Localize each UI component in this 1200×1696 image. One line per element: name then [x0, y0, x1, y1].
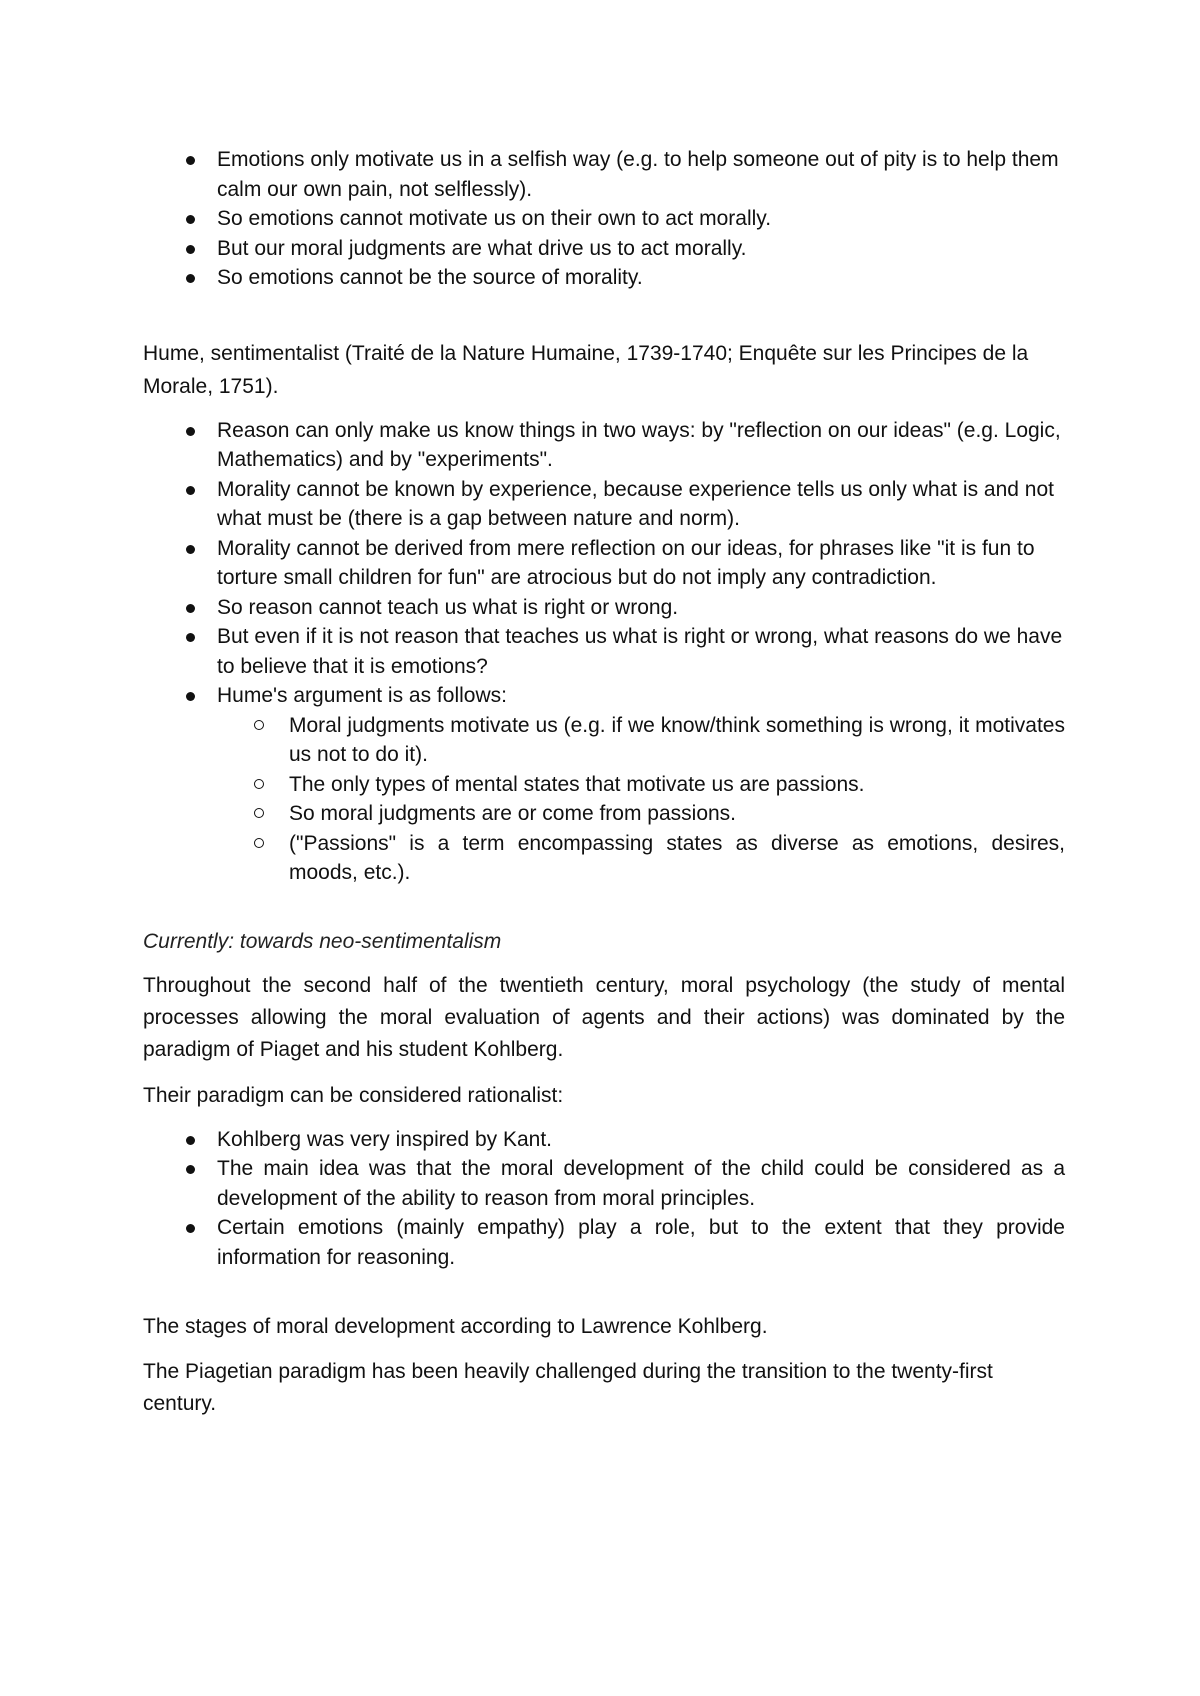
bullet-icon — [186, 604, 195, 613]
list-item — [143, 1154, 1065, 1213]
paragraph-rationalist: Their paradigm can be considered rationalist: — [143, 1083, 564, 1107]
sub-list-item — [143, 829, 1065, 888]
list-item — [143, 681, 1065, 711]
hollow-bullet-icon — [254, 720, 264, 730]
kohlberg-bullet-list — [143, 1125, 1065, 1273]
hollow-bullet-icon — [254, 838, 264, 848]
bullet-icon — [186, 1136, 195, 1145]
paragraph-stages: The stages of moral development according to Lawrence Kohlberg. — [143, 1315, 768, 1338]
list-item — [143, 593, 1065, 623]
bullet-icon — [186, 486, 195, 495]
hume-argument-sublist — [143, 711, 1065, 888]
sub-list-item-text: ("Passions" is a term encompassing states as diverse as emotions, desires, moods, etc.). — [289, 831, 1065, 884]
list-item — [143, 263, 1065, 293]
hume-heading: Hume, sentimentalist (Traité de la Nature Humaine, 1739-1740; Enquête sur les Principes de la Morale, 1751). — [143, 341, 1029, 398]
list-item — [143, 534, 1065, 593]
paragraph-throughout: Throughout the second half of the twentieth century, moral psychology (the study of mental processes allowing the moral evaluation of agents and their actions) was dominated by the paradigm of Piaget and his student Kohlberg. — [143, 973, 1065, 1061]
hollow-bullet-icon — [254, 779, 264, 789]
list-item-text: So emotions cannot motivate us on their own to act morally. — [217, 207, 772, 230]
list-item-text: So reason cannot teach us what is right or wrong. — [217, 595, 679, 619]
list-item-text: Hume's argument is as follows: — [217, 684, 507, 707]
list-item — [143, 622, 1065, 681]
hollow-bullet-icon — [254, 808, 264, 818]
sub-list-item-text: Moral judgments motivate us (e.g. if we know/think something is wrong, it motivates us not to do it). — [289, 713, 1065, 766]
hume-bullet-list — [143, 416, 1065, 711]
document-body — [143, 145, 1065, 1420]
section-heading-currently: Currently: towards neo-sentimentalism — [143, 929, 502, 953]
list-item — [143, 1213, 1065, 1272]
list-item — [143, 204, 1065, 234]
sub-list-item — [143, 711, 1065, 770]
list-item-text: But our moral judgments are what drive us to act morally. — [217, 236, 747, 260]
list-item-text: The main idea was that the moral development of the child could be considered as a development of the ability to reason from moral principles. — [217, 1157, 1065, 1210]
list-item — [143, 475, 1065, 534]
bullet-icon — [186, 427, 195, 436]
intro-bullet-list — [143, 145, 1065, 293]
bullet-icon — [186, 274, 195, 283]
sub-list-item-text: So moral judgments are or come from passions. — [289, 802, 737, 825]
sub-list-item — [143, 770, 1065, 800]
paragraph-piagetian: The Piagetian paradigm has been heavily challenged during the transition to the twenty-first century. — [143, 1360, 993, 1415]
list-item — [143, 1125, 1065, 1155]
bullet-icon — [186, 1165, 195, 1174]
list-item-text: Kohlberg was very inspired by Kant. — [217, 1127, 553, 1151]
bullet-icon — [186, 692, 195, 701]
list-item-text: Morality cannot be known by experience, because experience tells us only what is and not what must be (there is a gap between nature and norm). — [217, 477, 1054, 530]
list-item-text: Morality cannot be derived from mere reflection on our ideas, for phrases like "it is fun to torture small children for fun" are atrocious but do not imply any contradiction. — [217, 536, 1035, 589]
bullet-icon — [186, 215, 195, 224]
list-item — [143, 234, 1065, 264]
bullet-icon — [186, 633, 195, 642]
list-item-text: Reason can only make us know things in two ways: by "reflection on our ideas" (e.g. Logic, Mathematics) and by "experiments". — [217, 418, 1061, 471]
list-item-text: But even if it is not reason that teaches us what is right or wrong, what reasons do we have to believe that it is emotions? — [217, 625, 1063, 678]
sub-list-item-text: The only types of mental states that motivate us are passions. — [289, 772, 865, 796]
list-item — [143, 416, 1065, 475]
list-item — [143, 145, 1065, 204]
list-item-text: Certain emotions (mainly empathy) play a role, but to the extent that they provide information for reasoning. — [217, 1216, 1065, 1269]
bullet-icon — [186, 545, 195, 554]
sub-list-item — [143, 799, 1065, 829]
list-item-text: So emotions cannot be the source of morality. — [217, 266, 643, 289]
bullet-icon — [186, 156, 195, 165]
list-item-text: Emotions only motivate us in a selfish way (e.g. to help someone out of pity is to help them calm our own pain, not selflessly). — [217, 148, 1059, 201]
bullet-icon — [186, 1224, 195, 1233]
bullet-icon — [186, 245, 195, 254]
